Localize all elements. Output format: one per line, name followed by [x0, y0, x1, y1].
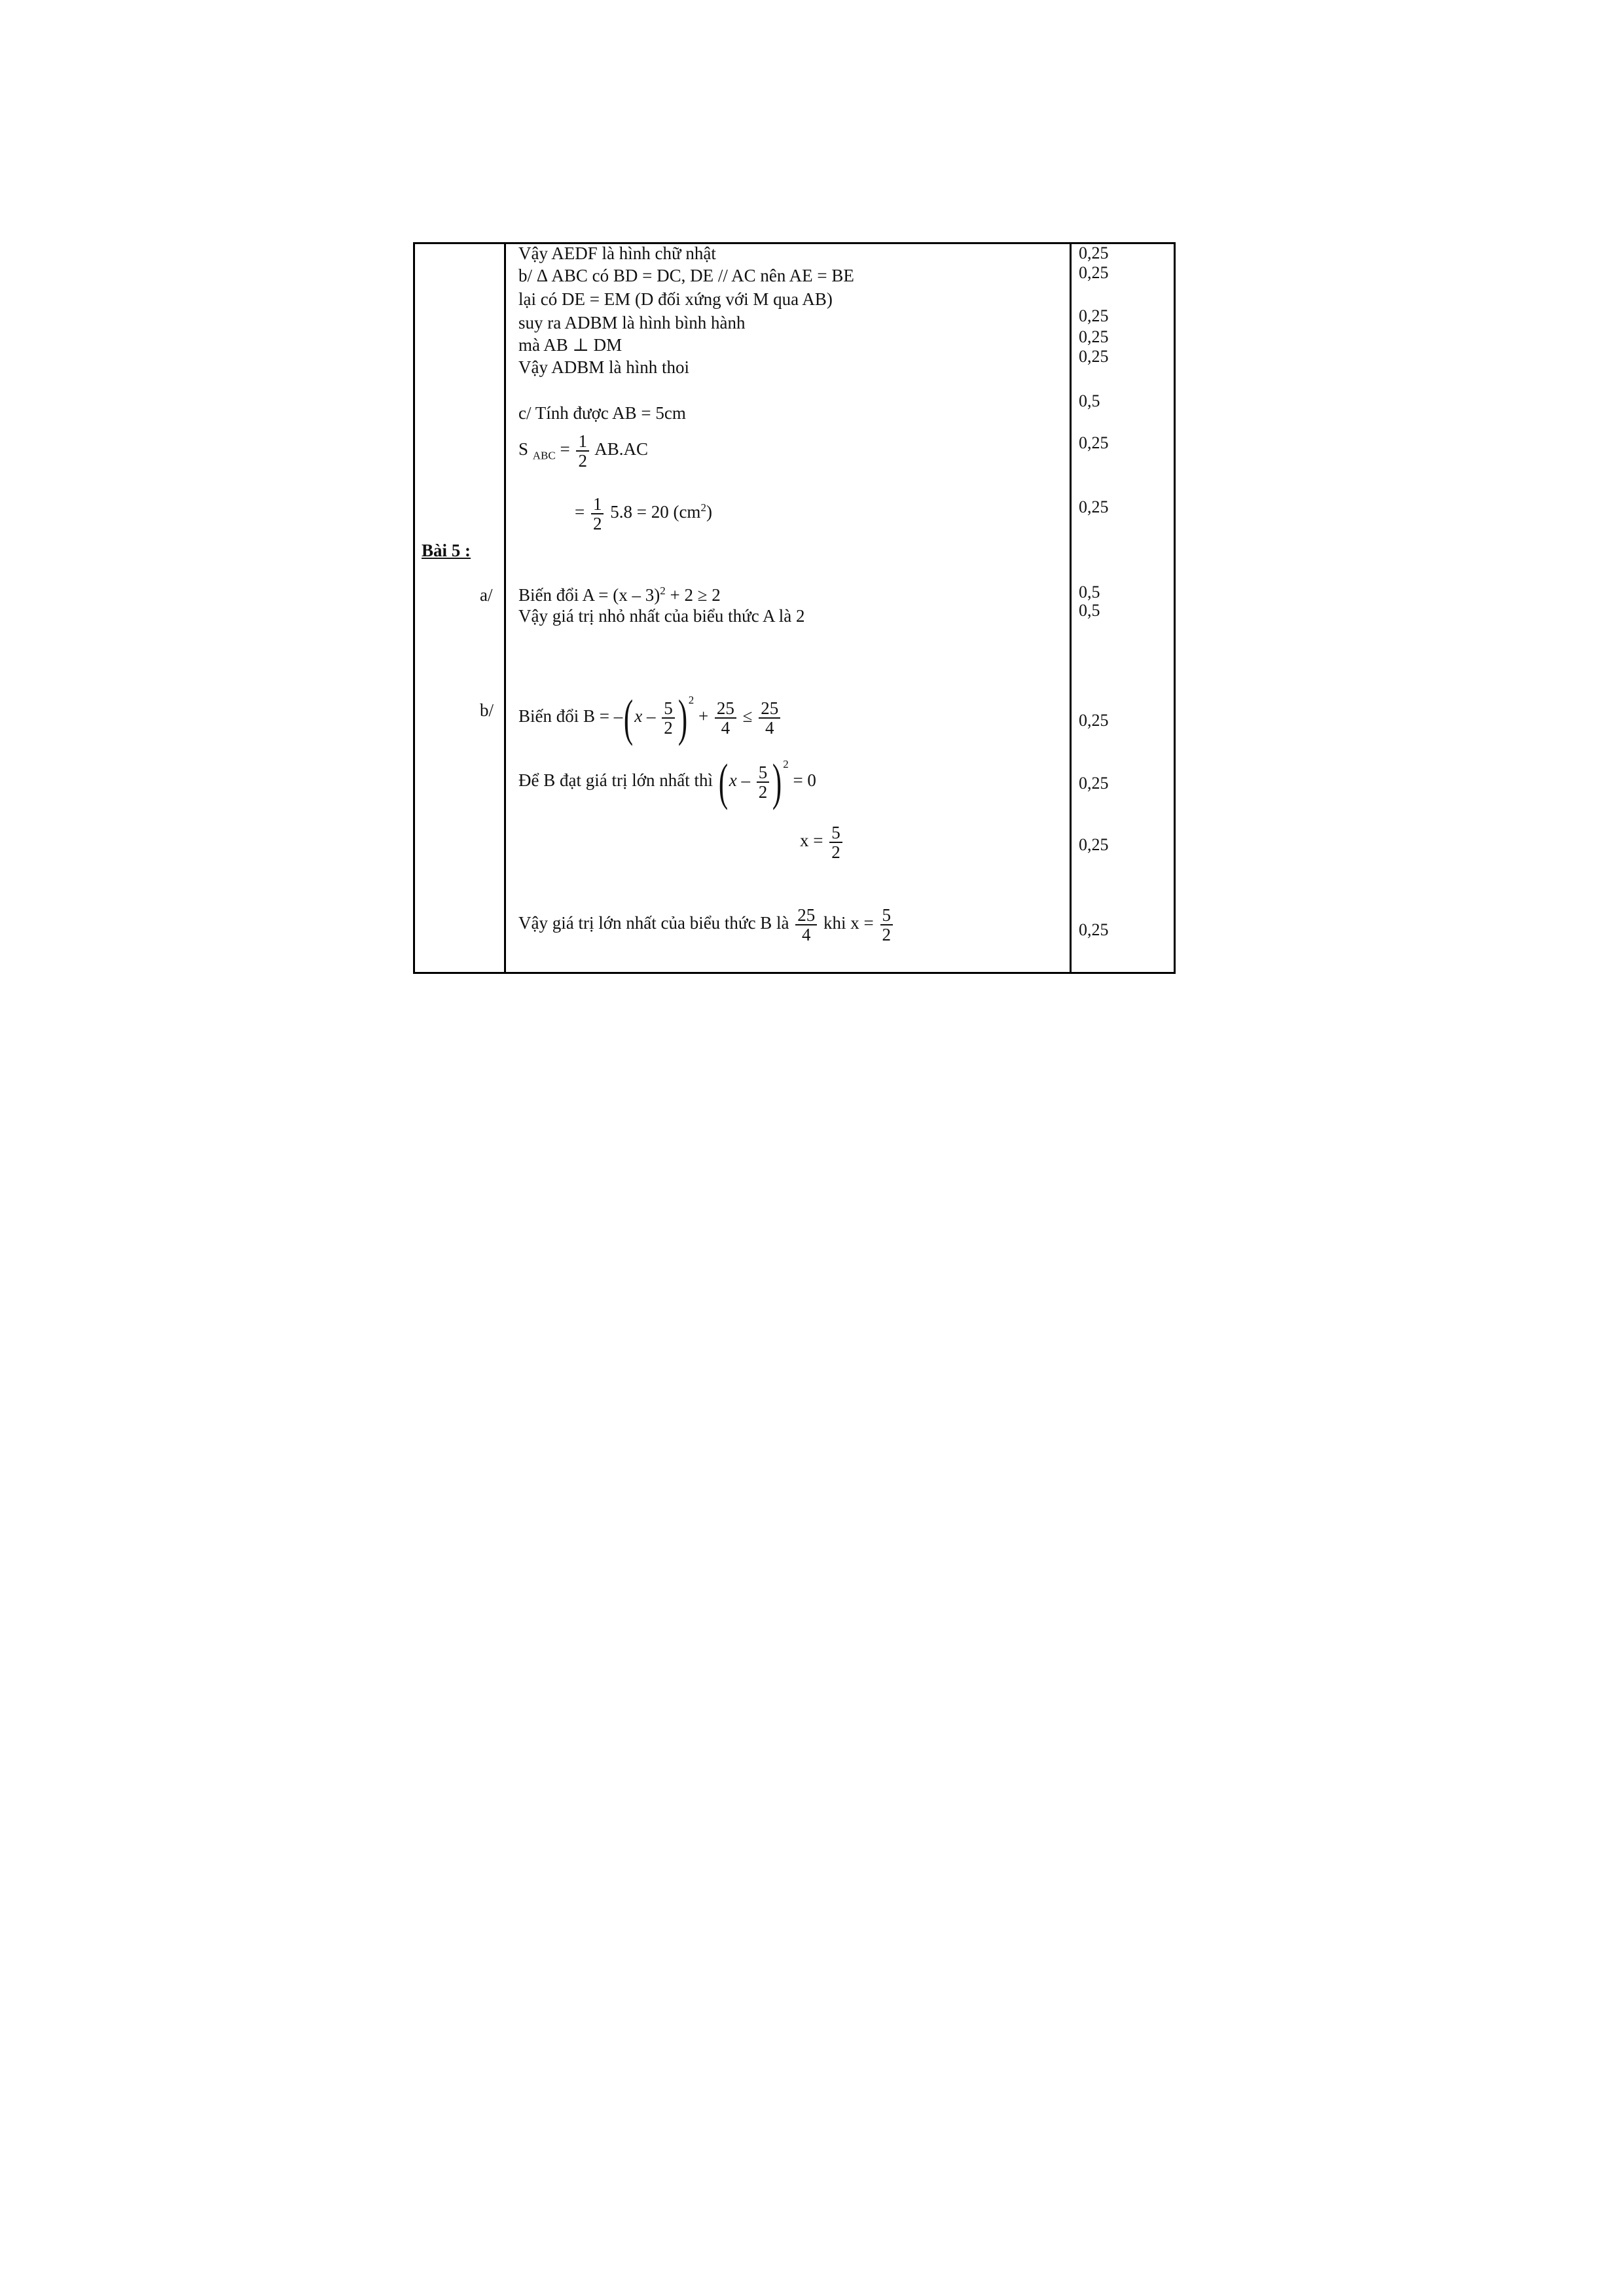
fraction-five-halves: $\frac{5}{2}$ [662, 699, 675, 737]
area-result-equals: = [575, 502, 585, 522]
fraction-half-2: $\frac{1}{2}$ [591, 495, 604, 533]
score: 0,5 [1079, 391, 1100, 410]
score: 0,25 [1079, 243, 1109, 262]
section-label-bai5: Bài 5 : [422, 541, 471, 560]
score: 0,25 [1079, 497, 1109, 516]
x-value: x = $\frac{5}{2}$ [800, 823, 844, 861]
line-ab-length: c/ Tính được AB = 5cm [518, 403, 686, 423]
area-product: AB.AC [594, 439, 649, 459]
score: 0,25 [1079, 711, 1109, 730]
score: 0,25 [1079, 920, 1109, 939]
cm-square: 2 [700, 501, 706, 514]
score: 0,25 [1079, 774, 1109, 793]
score: 0,25 [1079, 306, 1109, 325]
transform-a: Biến đổi A = (x – 3)$^2$ + 2 ≥ 2 [518, 584, 721, 605]
line-rhombus: Vậy ADBM là hình thoi [518, 357, 689, 377]
part-label-b: b/ [480, 700, 494, 720]
fraction-five-halves-4: $\frac{5}{2}$ [880, 906, 893, 944]
area-result-value: 5.8 = 20 (cm [610, 502, 701, 522]
column-divider-2 [1070, 244, 1072, 972]
score: 0,25 [1079, 347, 1109, 366]
score: 0,5 [1079, 583, 1100, 601]
area-symbol: S [518, 439, 529, 459]
fraction-half: $\frac{1}{2}$ [576, 432, 589, 470]
fraction-25-4-c: $\frac{25}{4}$ [795, 906, 817, 944]
fraction-five-halves-2: $\frac{5}{2}$ [757, 763, 770, 801]
line-symmetric: lại có DE = EM (D đối xứng với M qua AB) [518, 289, 833, 309]
score: 0,25 [1079, 327, 1109, 346]
area-equals: = [560, 439, 570, 459]
fraction-25-4-b: $\frac{25}{4}$ [759, 699, 780, 737]
line-parallelogram: suy ra ADBM là hình bình hành [518, 313, 746, 332]
part-label-a: a/ [480, 585, 493, 605]
fraction-five-halves-3: $\frac{5}{2}$ [829, 823, 842, 861]
score: 0,25 [1079, 433, 1109, 452]
area-subscript: ABC [532, 449, 556, 462]
line-triangle: b/ Δ ABC có BD = DC, DE // AC nên AE = BE [518, 266, 854, 285]
line-aedf: Vậy AEDF là hình chữ nhật [518, 243, 716, 263]
area-result: = $\frac{1}{2}$ 5.8 = 20 $(cm^2)$ [575, 494, 712, 533]
fraction-25-4: $\frac{25}{4}$ [715, 699, 736, 737]
score: 0,5 [1079, 601, 1100, 620]
line-perpendicular: mà AB ⊥ DM [518, 335, 623, 355]
score: 0,25 [1079, 263, 1109, 282]
column-divider-1 [504, 244, 506, 972]
max-condition: Để B đạt giá trị lớn nhất thì (x – $\frac{5}{2}$ ) $^2$ = 0 [518, 753, 816, 810]
transform-b: Biến đổi B = –(x – $\frac{5}{2}$ ) $^2$ + $\frac{25}{4}$ ≤ $\frac{25}{4}$ [518, 695, 782, 741]
max-value-b: Vậy giá trị lớn nhất của biểu thức B là $\frac{25}{4}$ khi x = $\frac{5}{2}$ [518, 906, 895, 944]
min-value-a: Vậy giá trị nhỏ nhất của biểu thức A là 2 [518, 606, 805, 626]
score: 0,25 [1079, 835, 1109, 854]
area-formula [518, 432, 648, 470]
